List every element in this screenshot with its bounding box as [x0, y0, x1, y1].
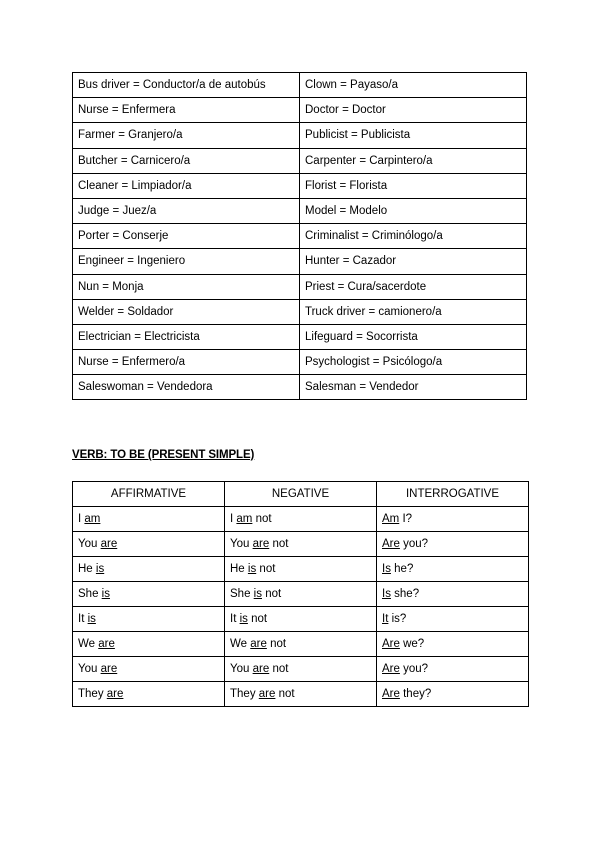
negative-cell: [225, 507, 377, 532]
vocab-cell-right: Hunter = Cazador: [300, 249, 527, 274]
vocab-cell-left: Porter = Conserje: [73, 224, 300, 249]
verb-to-be-table: [72, 481, 529, 707]
verb-form: am: [84, 513, 101, 525]
pronoun: He: [230, 563, 245, 575]
vocab-cell-left: Welder = Soldador: [73, 299, 300, 324]
negative-cell: [225, 607, 377, 632]
verb-table-body: [73, 507, 529, 707]
vocab-cell-left: Nurse = Enfermera: [73, 98, 300, 123]
header-affirmative: AFFIRMATIVE: [73, 482, 225, 507]
affirmative-cell: [73, 532, 225, 557]
vocab-cell-left: Bus driver = Conductor/a de autobús: [73, 73, 300, 98]
negation: not: [265, 588, 282, 600]
verb-form: is: [253, 588, 262, 600]
vocab-cell-left: Nurse = Enfermero/a: [73, 350, 300, 375]
negative-cell: [225, 582, 377, 607]
interrogative-cell: [377, 507, 529, 532]
verb-row: [73, 557, 529, 582]
vocab-row: [73, 98, 527, 123]
negation: not: [272, 663, 289, 675]
vocab-cell-right: Psychologist = Psicólogo/a: [300, 350, 527, 375]
vocab-row: [73, 173, 527, 198]
vocab-cell-right: Carpenter = Carpintero/a: [300, 148, 527, 173]
negative-cell: [225, 657, 377, 682]
affirmative-cell: [73, 582, 225, 607]
verb-form: is: [239, 613, 248, 625]
vocab-row: [73, 249, 527, 274]
section-heading: VERB: TO BE (PRESENT SIMPLE): [72, 449, 255, 461]
pronoun: You: [78, 663, 98, 675]
affirmative-cell: [73, 557, 225, 582]
negation: not: [255, 513, 272, 525]
affirmative-cell: [73, 607, 225, 632]
question-rest: they?: [403, 688, 432, 700]
verb-form: are: [252, 663, 270, 675]
pronoun: You: [230, 663, 250, 675]
vocab-cell-right: Florist = Florista: [300, 173, 527, 198]
negation: not: [272, 538, 289, 550]
verb-form: are: [250, 638, 267, 650]
verb-form: is: [95, 563, 105, 575]
verb-form: Are: [382, 538, 400, 550]
vocab-cell-left: Nun = Monja: [73, 274, 300, 299]
pronoun: You: [230, 538, 250, 550]
vocab-cell-left: Judge = Juez/a: [73, 198, 300, 223]
question-rest: you?: [403, 538, 429, 550]
vocab-cell-left: Butcher = Carnicero/a: [73, 148, 300, 173]
negation: not: [278, 688, 295, 700]
verb-row: [73, 532, 529, 557]
verb-form: Are: [382, 638, 400, 650]
vocab-cell-right: Model = Modelo: [300, 198, 527, 223]
verb-form: is: [101, 588, 110, 600]
verb-table-header-row: [73, 482, 529, 507]
verb-row: [73, 582, 529, 607]
interrogative-cell: [377, 582, 529, 607]
pronoun: It: [230, 613, 237, 625]
verb-form: Are: [382, 688, 400, 700]
negation: not: [270, 638, 287, 650]
interrogative-cell: [377, 607, 529, 632]
vocab-cell-right: Doctor = Doctor: [300, 98, 527, 123]
interrogative-cell: [377, 532, 529, 557]
verb-form: are: [252, 538, 270, 550]
verb-row: [73, 682, 529, 707]
verb-form: is: [247, 563, 257, 575]
pronoun: I: [78, 513, 82, 525]
pronoun: They: [78, 688, 104, 700]
verb-row: [73, 657, 529, 682]
pronoun: You: [78, 538, 98, 550]
verb-form: are: [100, 663, 118, 675]
pronoun: They: [230, 688, 256, 700]
vocab-row: [73, 375, 527, 400]
vocab-cell-left: Saleswoman = Vendedora: [73, 375, 300, 400]
vocab-cell-left: Electrician = Electricista: [73, 324, 300, 349]
negation: not: [259, 563, 276, 575]
vocab-cell-right: Salesman = Vendedor: [300, 375, 527, 400]
question-rest: you?: [403, 663, 429, 675]
verb-form: Are: [382, 663, 400, 675]
vocab-row: [73, 148, 527, 173]
question-rest: she?: [394, 588, 420, 600]
pronoun: I: [230, 513, 234, 525]
negative-cell: [225, 682, 377, 707]
verb-table-header: [73, 482, 529, 507]
verb-form: It: [382, 613, 389, 625]
vocab-cell-right: Publicist = Publicista: [300, 123, 527, 148]
vocab-row: [73, 299, 527, 324]
verb-form: Is: [382, 563, 391, 575]
pronoun: It: [78, 613, 85, 625]
vocabulary-table: [72, 72, 527, 400]
negative-cell: [225, 557, 377, 582]
vocab-row: [73, 123, 527, 148]
verb-form: am: [236, 513, 253, 525]
verb-form: are: [98, 638, 115, 650]
verb-form: is: [87, 613, 96, 625]
vocab-cell-left: Engineer = Ingeniero: [73, 249, 300, 274]
pronoun: She: [78, 588, 99, 600]
negative-cell: [225, 632, 377, 657]
verb-form: are: [106, 688, 124, 700]
question-rest: he?: [394, 563, 414, 575]
verb-row: [73, 607, 529, 632]
affirmative-cell: [73, 507, 225, 532]
vocab-row: [73, 324, 527, 349]
affirmative-cell: [73, 632, 225, 657]
question-rest: is?: [391, 613, 407, 625]
header-negative: NEGATIVE: [225, 482, 377, 507]
question-rest: we?: [403, 638, 425, 650]
vocab-cell-right: Clown = Payaso/a: [300, 73, 527, 98]
verb-form: are: [100, 538, 118, 550]
vocab-cell-right: Criminalist = Criminólogo/a: [300, 224, 527, 249]
vocab-row: [73, 73, 527, 98]
question-rest: I?: [402, 513, 413, 525]
pronoun: We: [78, 638, 96, 650]
verb-form: Am: [382, 513, 400, 525]
interrogative-cell: [377, 632, 529, 657]
pronoun: She: [230, 588, 251, 600]
vocab-row: [73, 224, 527, 249]
negation: not: [251, 613, 268, 625]
vocab-cell-right: Truck driver = camionero/a: [300, 299, 527, 324]
vocab-cell-right: Lifeguard = Socorrista: [300, 324, 527, 349]
interrogative-cell: [377, 657, 529, 682]
header-interrogative: INTERROGATIVE: [377, 482, 529, 507]
interrogative-cell: [377, 557, 529, 582]
verb-row: [73, 632, 529, 657]
affirmative-cell: [73, 657, 225, 682]
vocabulary-table-body: [73, 73, 527, 400]
vocab-cell-right: Priest = Cura/sacerdote: [300, 274, 527, 299]
verb-form: are: [258, 688, 276, 700]
verb-row: [73, 507, 529, 532]
vocab-cell-left: Farmer = Granjero/a: [73, 123, 300, 148]
vocab-row: [73, 350, 527, 375]
vocab-row: [73, 274, 527, 299]
interrogative-cell: [377, 682, 529, 707]
vocab-cell-left: Cleaner = Limpiador/a: [73, 173, 300, 198]
affirmative-cell: [73, 682, 225, 707]
pronoun: He: [78, 563, 93, 575]
vocab-row: [73, 198, 527, 223]
verb-form: Is: [382, 588, 391, 600]
negative-cell: [225, 532, 377, 557]
pronoun: We: [230, 638, 248, 650]
